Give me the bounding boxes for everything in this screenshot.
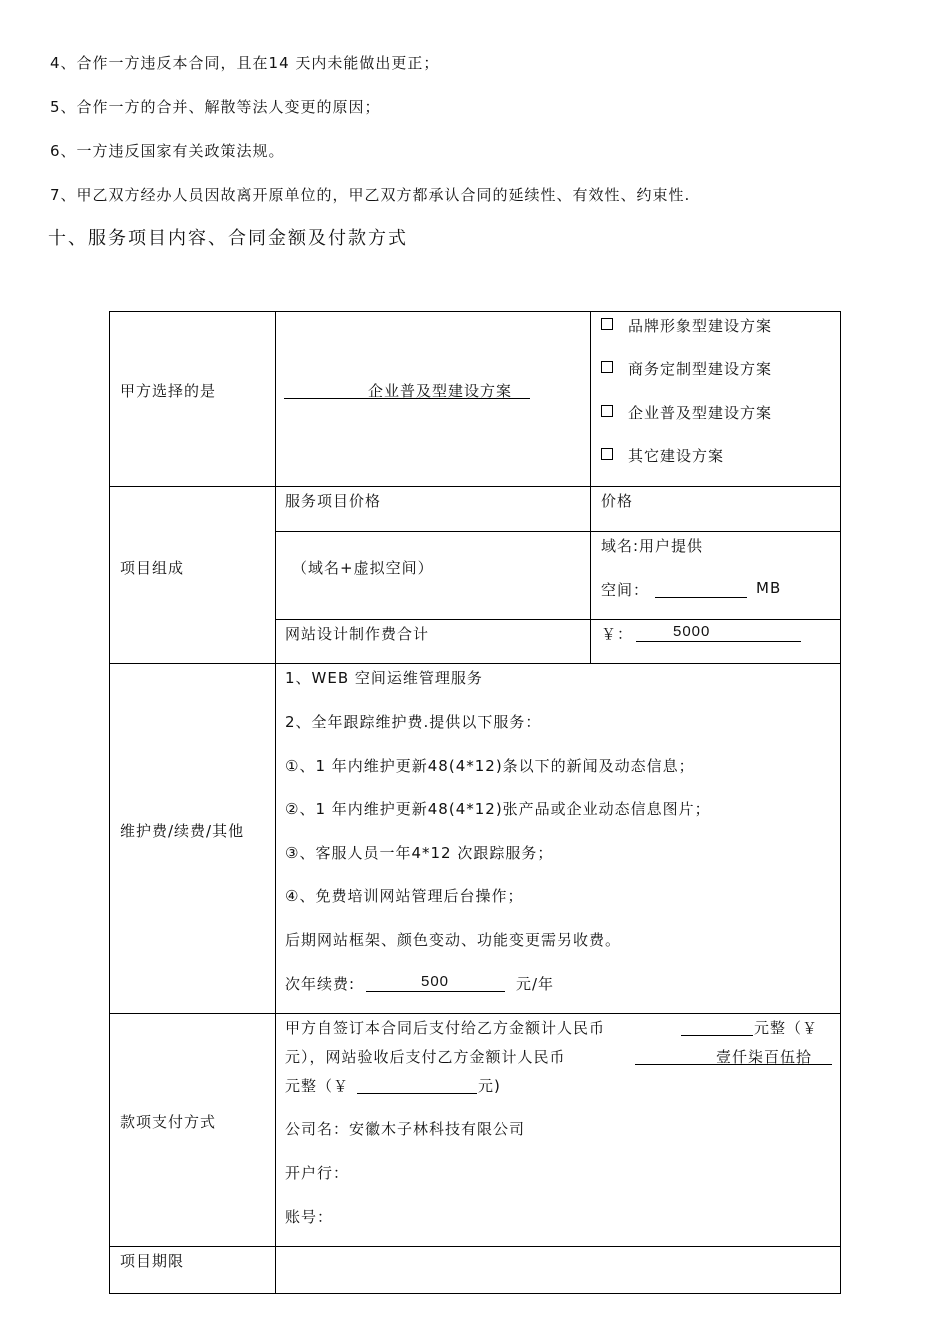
bank-name: 开户行： bbox=[285, 1164, 350, 1182]
space-underline bbox=[655, 597, 747, 598]
section-heading: 十、服务项目内容、合同金额及付款方式 bbox=[48, 228, 408, 249]
total-fee-underline bbox=[636, 641, 801, 642]
table-border-right bbox=[840, 311, 841, 1294]
column-divider bbox=[275, 311, 276, 1294]
maintenance-line: ④、免费培训网站管理后台操作； bbox=[285, 887, 524, 905]
cell-divider bbox=[275, 531, 841, 532]
total-fee-value: 5000 bbox=[673, 623, 711, 640]
row-label-selection: 甲方选择的是 bbox=[120, 382, 217, 400]
table-border-top bbox=[109, 311, 841, 312]
domain-info: 域名:用户提供 bbox=[601, 537, 704, 555]
option-brand-plan: 品牌形象型建设方案 bbox=[628, 317, 773, 335]
row-divider bbox=[109, 1246, 841, 1247]
clause-6: 6、一方违反国家有关政策法规。 bbox=[50, 142, 285, 160]
checkbox-popular-plan[interactable] bbox=[601, 405, 613, 417]
maintenance-line: 2、全年跟踪维护费.提供以下服务： bbox=[285, 713, 542, 731]
total-fee-label: 网站设计制作费合计 bbox=[285, 625, 430, 643]
selected-plan: 企业普及型建设方案 bbox=[368, 382, 513, 400]
renewal-underline bbox=[366, 991, 505, 992]
renewal-unit: 元/年 bbox=[516, 975, 555, 993]
clause-7: 7、甲乙双方经办人员因故离开原单位的，甲乙双方都承认合同的延续性、有效性、约束性. bbox=[50, 186, 691, 204]
clause-5: 5、合作一方的合并、解散等法人变更的原因； bbox=[50, 98, 381, 116]
first-payment-underline bbox=[681, 1035, 753, 1036]
payment-line-1: 甲方自签订本合同后支付给乙方金额计人民币 bbox=[285, 1019, 606, 1037]
table-border-left bbox=[109, 311, 110, 1294]
final-payment-amount: 壹仟柒百伍拾 bbox=[716, 1048, 813, 1066]
payment-line-3: 元整（￥ bbox=[285, 1077, 350, 1095]
option-popular-plan: 企业普及型建设方案 bbox=[628, 404, 773, 422]
table-border-bottom bbox=[109, 1293, 841, 1294]
header-service-price: 服务项目价格 bbox=[285, 492, 382, 510]
maintenance-line: ①、1 年内维护更新48(4*12)条以下的新闻及动态信息； bbox=[285, 757, 695, 775]
space-label: 空间： bbox=[601, 581, 650, 599]
checkbox-business-plan[interactable] bbox=[601, 361, 613, 373]
payment-line-3-suffix: 元) bbox=[478, 1077, 501, 1095]
maintenance-line: 后期网站框架、颜色变动、功能变更需另收费。 bbox=[285, 931, 622, 949]
payment-line-1-suffix: 元整（￥ bbox=[754, 1019, 819, 1037]
column-divider bbox=[590, 311, 591, 664]
clause-4: 4、合作一方违反本合同，且在14 天内未能做出更正； bbox=[50, 54, 440, 72]
row-label-term: 项目期限 bbox=[120, 1252, 185, 1270]
row-label-payment: 款项支付方式 bbox=[120, 1113, 217, 1131]
account-number: 账号： bbox=[285, 1208, 334, 1226]
renewal-value: 500 bbox=[421, 973, 450, 990]
checkbox-brand-plan[interactable] bbox=[601, 318, 613, 330]
maintenance-line: ③、客服人员一年4*12 次跟踪服务； bbox=[285, 844, 554, 862]
domain-space-item: （域名+虚拟空间） bbox=[292, 559, 434, 577]
maintenance-line: 1、WEB 空间运维管理服务 bbox=[285, 669, 483, 687]
space-unit: MB bbox=[756, 579, 782, 597]
company-name: 公司名：安徽木子林科技有限公司 bbox=[285, 1120, 526, 1138]
renewal-label: 次年续费: bbox=[285, 975, 356, 993]
option-business-plan: 商务定制型建设方案 bbox=[628, 360, 773, 378]
total-fee-prefix: ￥： bbox=[601, 625, 634, 643]
cell-divider bbox=[275, 619, 841, 620]
maintenance-line: ②、1 年内维护更新48(4*12)张产品或企业动态信息图片； bbox=[285, 800, 711, 818]
payment-line-2: 元），网站验收后支付乙方金额计人民币 bbox=[285, 1048, 566, 1066]
row-divider bbox=[109, 1013, 841, 1014]
row-divider bbox=[109, 663, 841, 664]
checkbox-other-plan[interactable] bbox=[601, 448, 613, 460]
option-other-plan: 其它建设方案 bbox=[628, 447, 725, 465]
row-label-components: 项目组成 bbox=[120, 559, 185, 577]
final-payment-number-underline bbox=[357, 1093, 477, 1094]
row-label-maintenance: 维护费/续费/其他 bbox=[120, 822, 245, 840]
row-divider bbox=[109, 486, 841, 487]
header-price: 价格 bbox=[601, 492, 634, 510]
